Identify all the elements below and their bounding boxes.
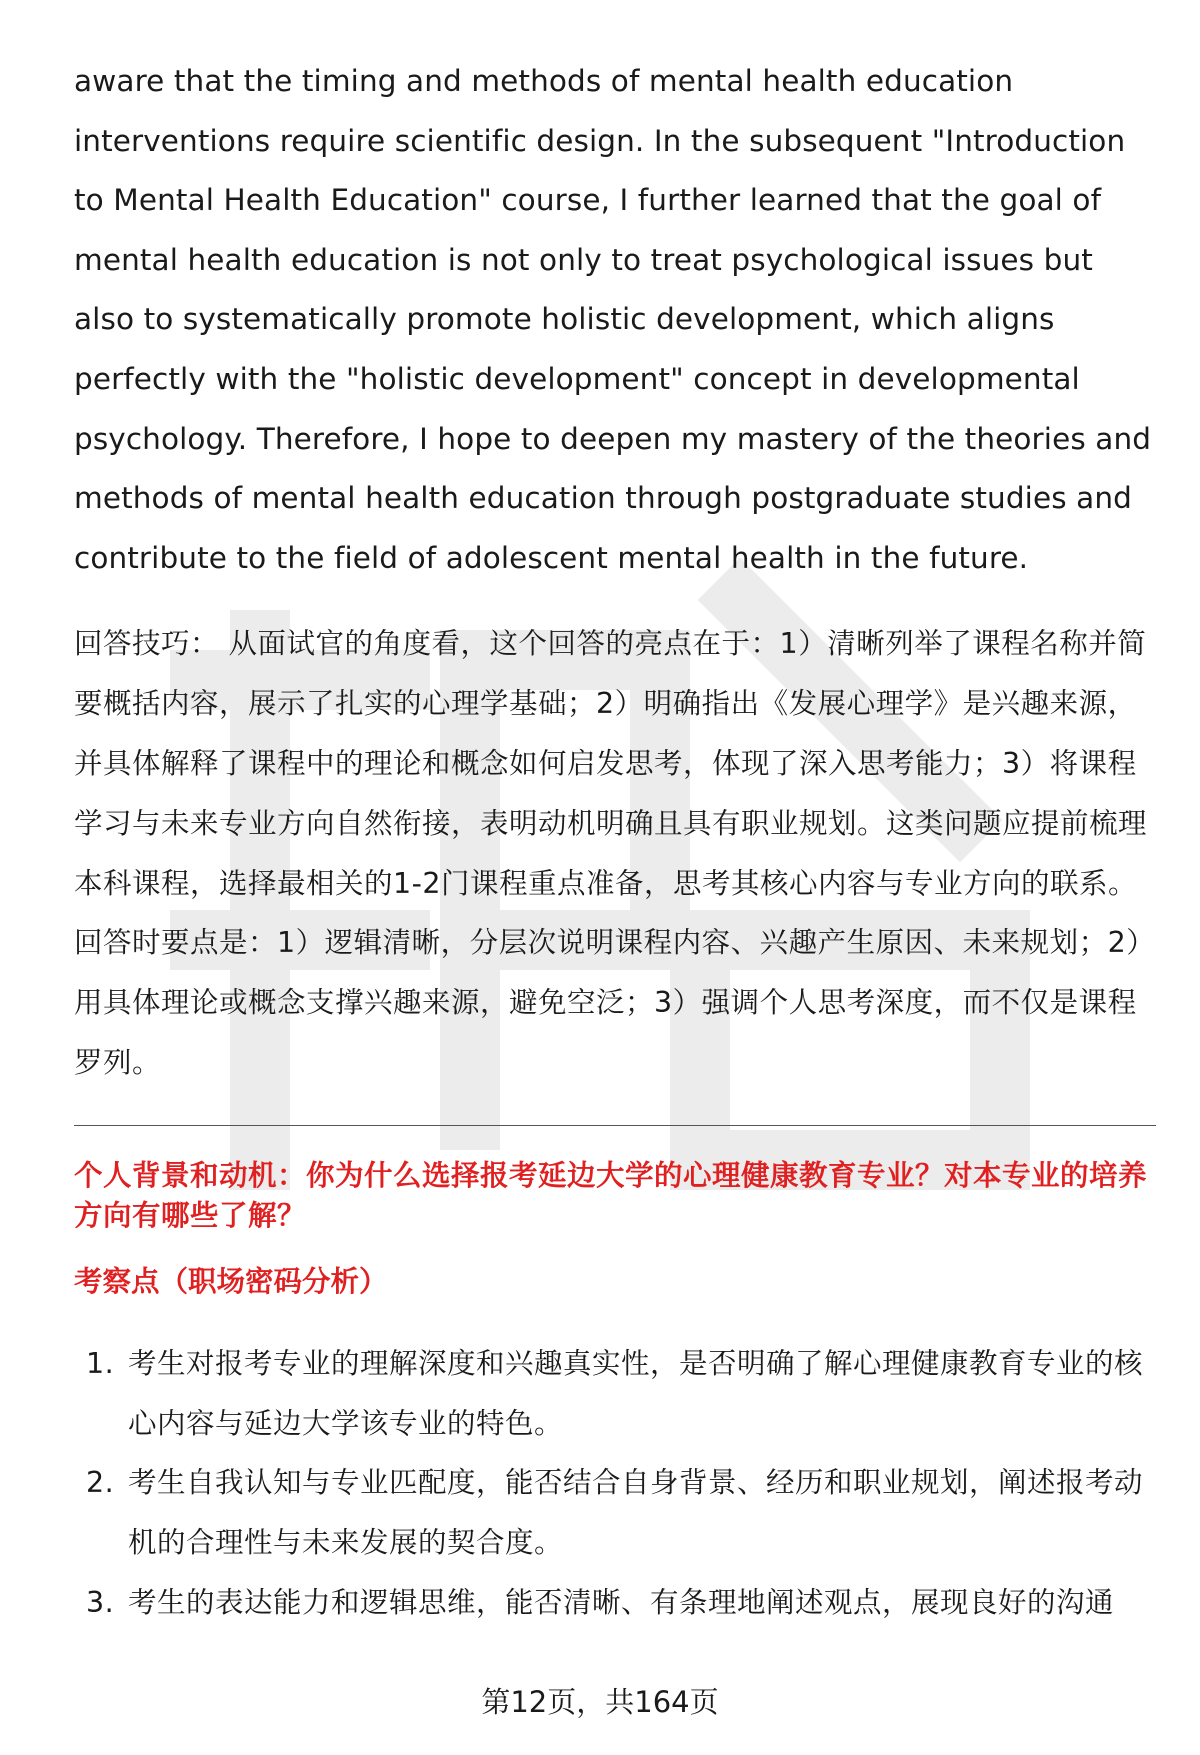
list-item (74, 1453, 1154, 1573)
section-divider (74, 1125, 1156, 1126)
list-item-number: 1. (86, 1346, 115, 1380)
page-number: 第12页，共164页 (481, 1685, 719, 1719)
english-answer-paragraph: aware that the timing and methods of mental health education interventions require scientific design. In the subsequent "Introduction to Mental Health Education" course, I further learned that the goal of mental health education is not only to treat psychological issues but also to systematically promote holistic development, which aligns perfectly with the "holistic development" concept in developmental psychology. Therefore, I hope to deepen my mastery of the theories and methods of mental health education through postgraduate studies and contribute to the field of adolescent mental health in the future. (74, 64, 1152, 575)
list-item-text: 考生对报考专业的理解深度和兴趣真实性，是否明确了解心理健康教育专业的核心内容与延边大学该专业的特色。 (128, 1346, 1144, 1440)
list-item-number: 3. (86, 1585, 115, 1619)
assessment-points-list (74, 1334, 1154, 1633)
answer-tips (74, 614, 1154, 1092)
page-content (74, 52, 1154, 1633)
list-item-number: 2. (86, 1466, 115, 1500)
list-item-text: 考生的表达能力和逻辑思维，能否清晰、有条理地阐述观点，展现良好的沟通 (128, 1585, 1115, 1619)
list-item (74, 1573, 1154, 1633)
question-heading: 个人背景和动机：你为什么选择报考延边大学的心理健康教育专业？对本专业的培养方向有哪些了解？ (74, 1158, 1148, 1232)
assessment-points-heading: 考察点（职场密码分析） (74, 1264, 388, 1298)
list-item (74, 1334, 1154, 1454)
tips-paragraph: 回答技巧： 从面试官的角度看，这个回答的亮点在于：1）清晰列举了课程名称并简要概括内容，展示了扎实的心理学基础；2）明确指出《发展心理学》是兴趣来源，并具体解释了课程中的理论和概念如何启发思考，体现了深入思考能力；3）将课程学习与未来专业方向自然衔接，表明动机明确且具有职业规划。这类问题应提前梳理本科课程，选择最相关的1-2门课程重点准备，思考其核心内容与专业方向的联系。回答时要点是：1）逻辑清晰，分层次说明课程内容、兴趣产生原因、未来规划；2）用具体理论或概念支撑兴趣来源，避免空泛；3）强调个人思考深度，而不仅是课程罗列。 (74, 627, 1148, 1079)
list-item-text: 考生自我认知与专业匹配度，能否结合自身背景、经历和职业规划，阐述报考动机的合理性与未来发展的契合度。 (128, 1466, 1144, 1560)
